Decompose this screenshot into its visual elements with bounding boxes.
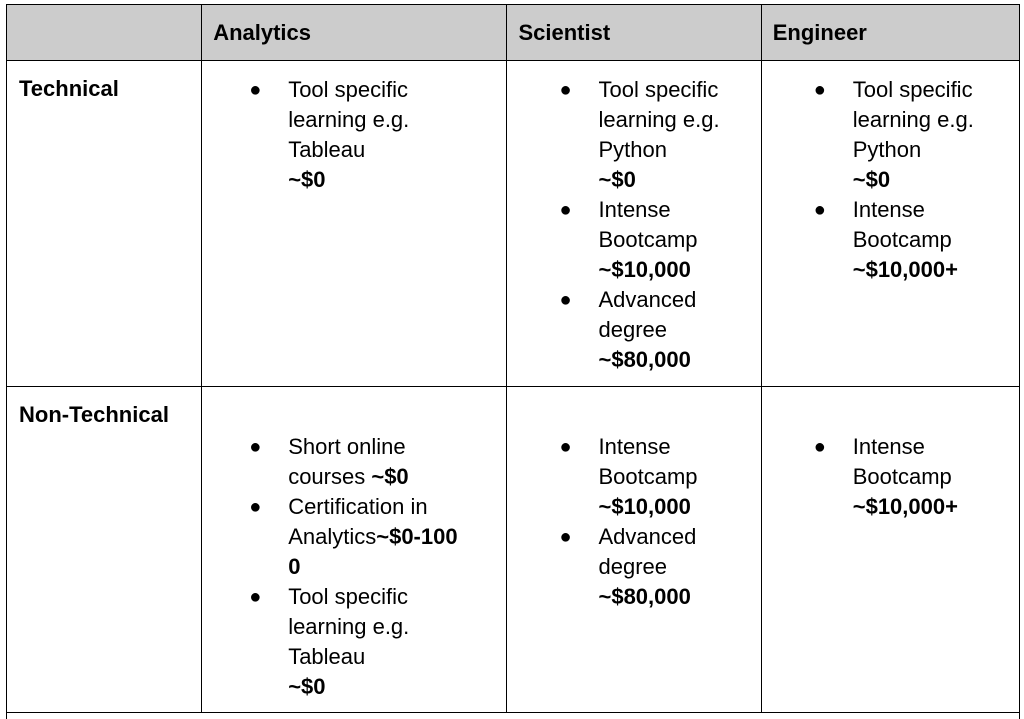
bullet-icon: ● [813, 436, 826, 458]
bullet-icon: ● [559, 436, 572, 458]
item-text: Short online [288, 434, 406, 459]
list-non-technical-scientist [507, 432, 760, 612]
header-corner-cell [7, 5, 202, 61]
header-scientist: Scientist [507, 5, 761, 61]
item-text: Tool specific [598, 77, 719, 102]
list-item [507, 195, 760, 285]
item-text: Python [598, 137, 667, 162]
bullet-icon: ● [559, 199, 572, 221]
item-text: Analytics [288, 524, 377, 549]
list-item [202, 432, 506, 492]
bullet-icon: ● [813, 79, 826, 101]
cost-value: ~$10,000 [598, 494, 691, 519]
header-analytics: Analytics [202, 5, 507, 61]
list-item [507, 285, 760, 375]
list-item [202, 75, 506, 195]
bullet-icon: ● [559, 526, 572, 548]
item-text: degree [598, 317, 667, 342]
cell-non-technical-analytics [202, 387, 507, 713]
cell-non-technical-engineer [761, 387, 1019, 713]
row-label-technical: Technical [7, 61, 202, 387]
next-table-row-edge [6, 712, 1020, 719]
cell-technical-engineer [761, 61, 1019, 387]
item-text: learning e.g. [852, 107, 974, 132]
cost-value: ~$10,000 [598, 257, 691, 282]
cell-technical-scientist [507, 61, 761, 387]
cost-value: ~$0-100 [376, 524, 458, 549]
list-item [507, 522, 760, 612]
header-engineer: Engineer [761, 5, 1019, 61]
item-text: learning e.g. [598, 107, 720, 132]
item-text: Certification in [288, 494, 428, 519]
item-text: learning e.g. [288, 614, 410, 639]
item-text: Bootcamp [852, 227, 952, 252]
list-technical-engineer [762, 75, 1019, 285]
bullet-icon: ● [249, 436, 262, 458]
item-text: Intense [598, 197, 671, 222]
cost-value: ~$10,000+ [852, 257, 958, 282]
header-row [7, 5, 1020, 61]
list-item [202, 582, 506, 702]
list-item [507, 432, 760, 522]
list-item [762, 432, 1019, 522]
cost-value: ~$10,000+ [852, 494, 958, 519]
item-text: Bootcamp [852, 464, 952, 489]
item-text: Intense [852, 197, 925, 222]
cell-non-technical-scientist [507, 387, 761, 713]
list-item [507, 75, 760, 195]
item-text: Tableau [288, 644, 366, 669]
item-text: Advanced [598, 287, 697, 312]
item-text: Bootcamp [598, 464, 698, 489]
row-non-technical [7, 387, 1020, 713]
row-technical [7, 61, 1020, 387]
item-text: Intense [598, 434, 671, 459]
item-text: degree [598, 554, 667, 579]
item-text: Advanced [598, 524, 697, 549]
cost-value: ~$80,000 [598, 347, 691, 372]
cost-value: ~$80,000 [598, 584, 691, 609]
row-label-non-technical: Non-Technical [7, 387, 202, 713]
bullet-icon: ● [249, 586, 262, 608]
cost-value: ~$0 [598, 167, 636, 192]
item-text: Tool specific [288, 77, 409, 102]
cell-technical-analytics [202, 61, 507, 387]
item-text: Tableau [288, 137, 366, 162]
item-text: Bootcamp [598, 227, 698, 252]
list-item [202, 492, 506, 582]
bullet-icon: ● [249, 79, 262, 101]
learning-cost-table [6, 4, 1020, 713]
cost-value-wrap: 0 [288, 554, 301, 579]
item-text: courses [288, 464, 372, 489]
cost-value: ~$0 [288, 167, 326, 192]
bullet-icon: ● [559, 289, 572, 311]
bullet-icon: ● [559, 79, 572, 101]
list-non-technical-analytics [202, 432, 506, 702]
list-item [762, 195, 1019, 285]
cost-value: ~$0 [371, 464, 409, 489]
list-non-technical-engineer [762, 432, 1019, 522]
list-technical-scientist [507, 75, 760, 375]
item-text: Tool specific [288, 584, 409, 609]
list-item [762, 75, 1019, 195]
item-text: Tool specific [852, 77, 973, 102]
cost-value: ~$0 [288, 674, 326, 699]
bullet-icon: ● [249, 496, 262, 518]
list-technical-analytics [202, 75, 506, 195]
item-text: Python [852, 137, 922, 162]
cost-value: ~$0 [852, 167, 891, 192]
bullet-icon: ● [813, 199, 826, 221]
item-text: Intense [852, 434, 925, 459]
item-text: learning e.g. [288, 107, 410, 132]
